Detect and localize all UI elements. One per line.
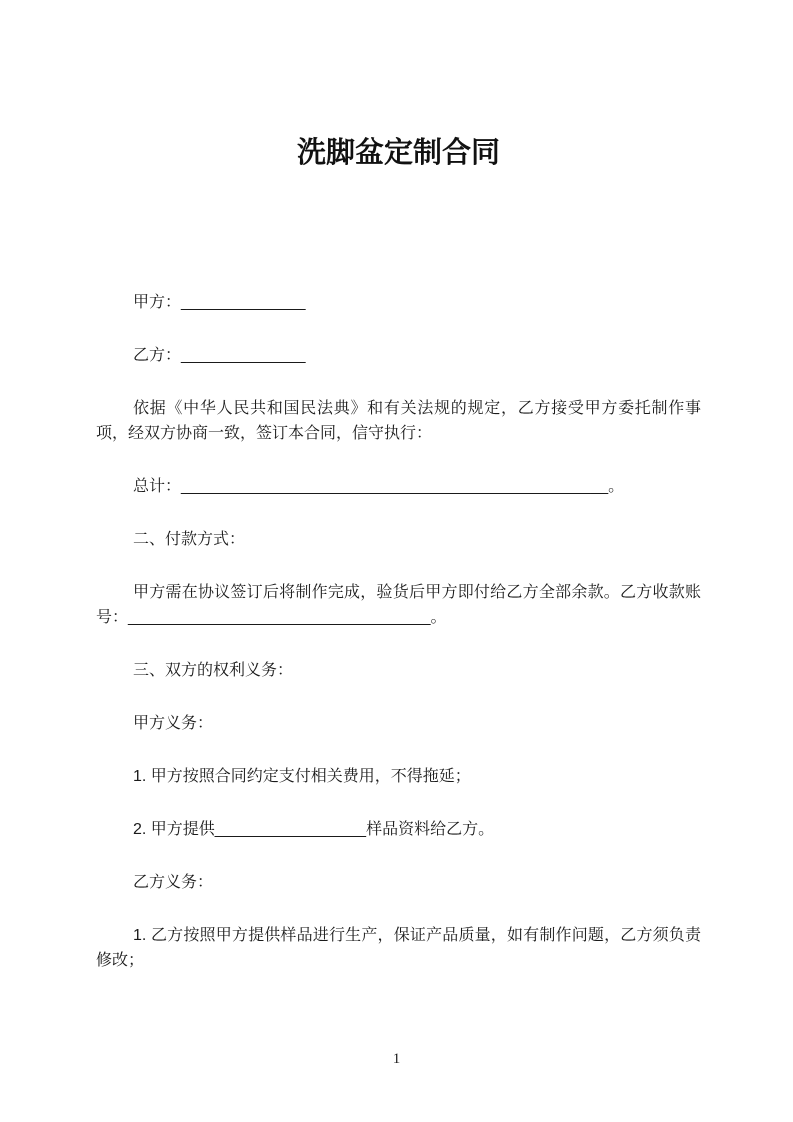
page-number: 1	[392, 1051, 401, 1067]
paragraph-8: 甲方义务：	[133, 715, 214, 732]
paragraph-3: 依据《中华人民共和国民法典》和有关法规的规定，乙方接受甲方委托制作事项，经双方协商一致，签订本合同，信守执行：	[96, 400, 701, 442]
document-body	[96, 290, 701, 973]
document-content	[96, 133, 701, 1001]
paragraph-12: 1. 乙方按照甲方提供样品进行生产，保证产品质量，如有制作问题，乙方须负责修改；	[96, 927, 701, 969]
paragraph-4: 总计：________________________________________________。	[133, 478, 625, 495]
paragraph-2: 乙方：______________	[133, 347, 306, 364]
paragraph-5: 二、付款方式：	[133, 531, 246, 548]
paragraph-7: 三、双方的权利义务：	[133, 662, 294, 679]
paragraph-9: 1. 甲方按照合同约定支付相关费用，不得拖延；	[133, 768, 471, 785]
paragraph-6: 甲方需在协议签订后将制作完成，验货后甲方即付给乙方全部余款。乙方收款账号：__________________________________。	[96, 584, 701, 626]
paragraph-10: 2. 甲方提供_________________样品资料给乙方。	[133, 821, 495, 838]
paragraph-1: 甲方：______________	[133, 294, 306, 311]
paragraph-11: 乙方义务：	[133, 874, 214, 891]
document-title: 洗脚盆定制合同	[296, 137, 500, 169]
